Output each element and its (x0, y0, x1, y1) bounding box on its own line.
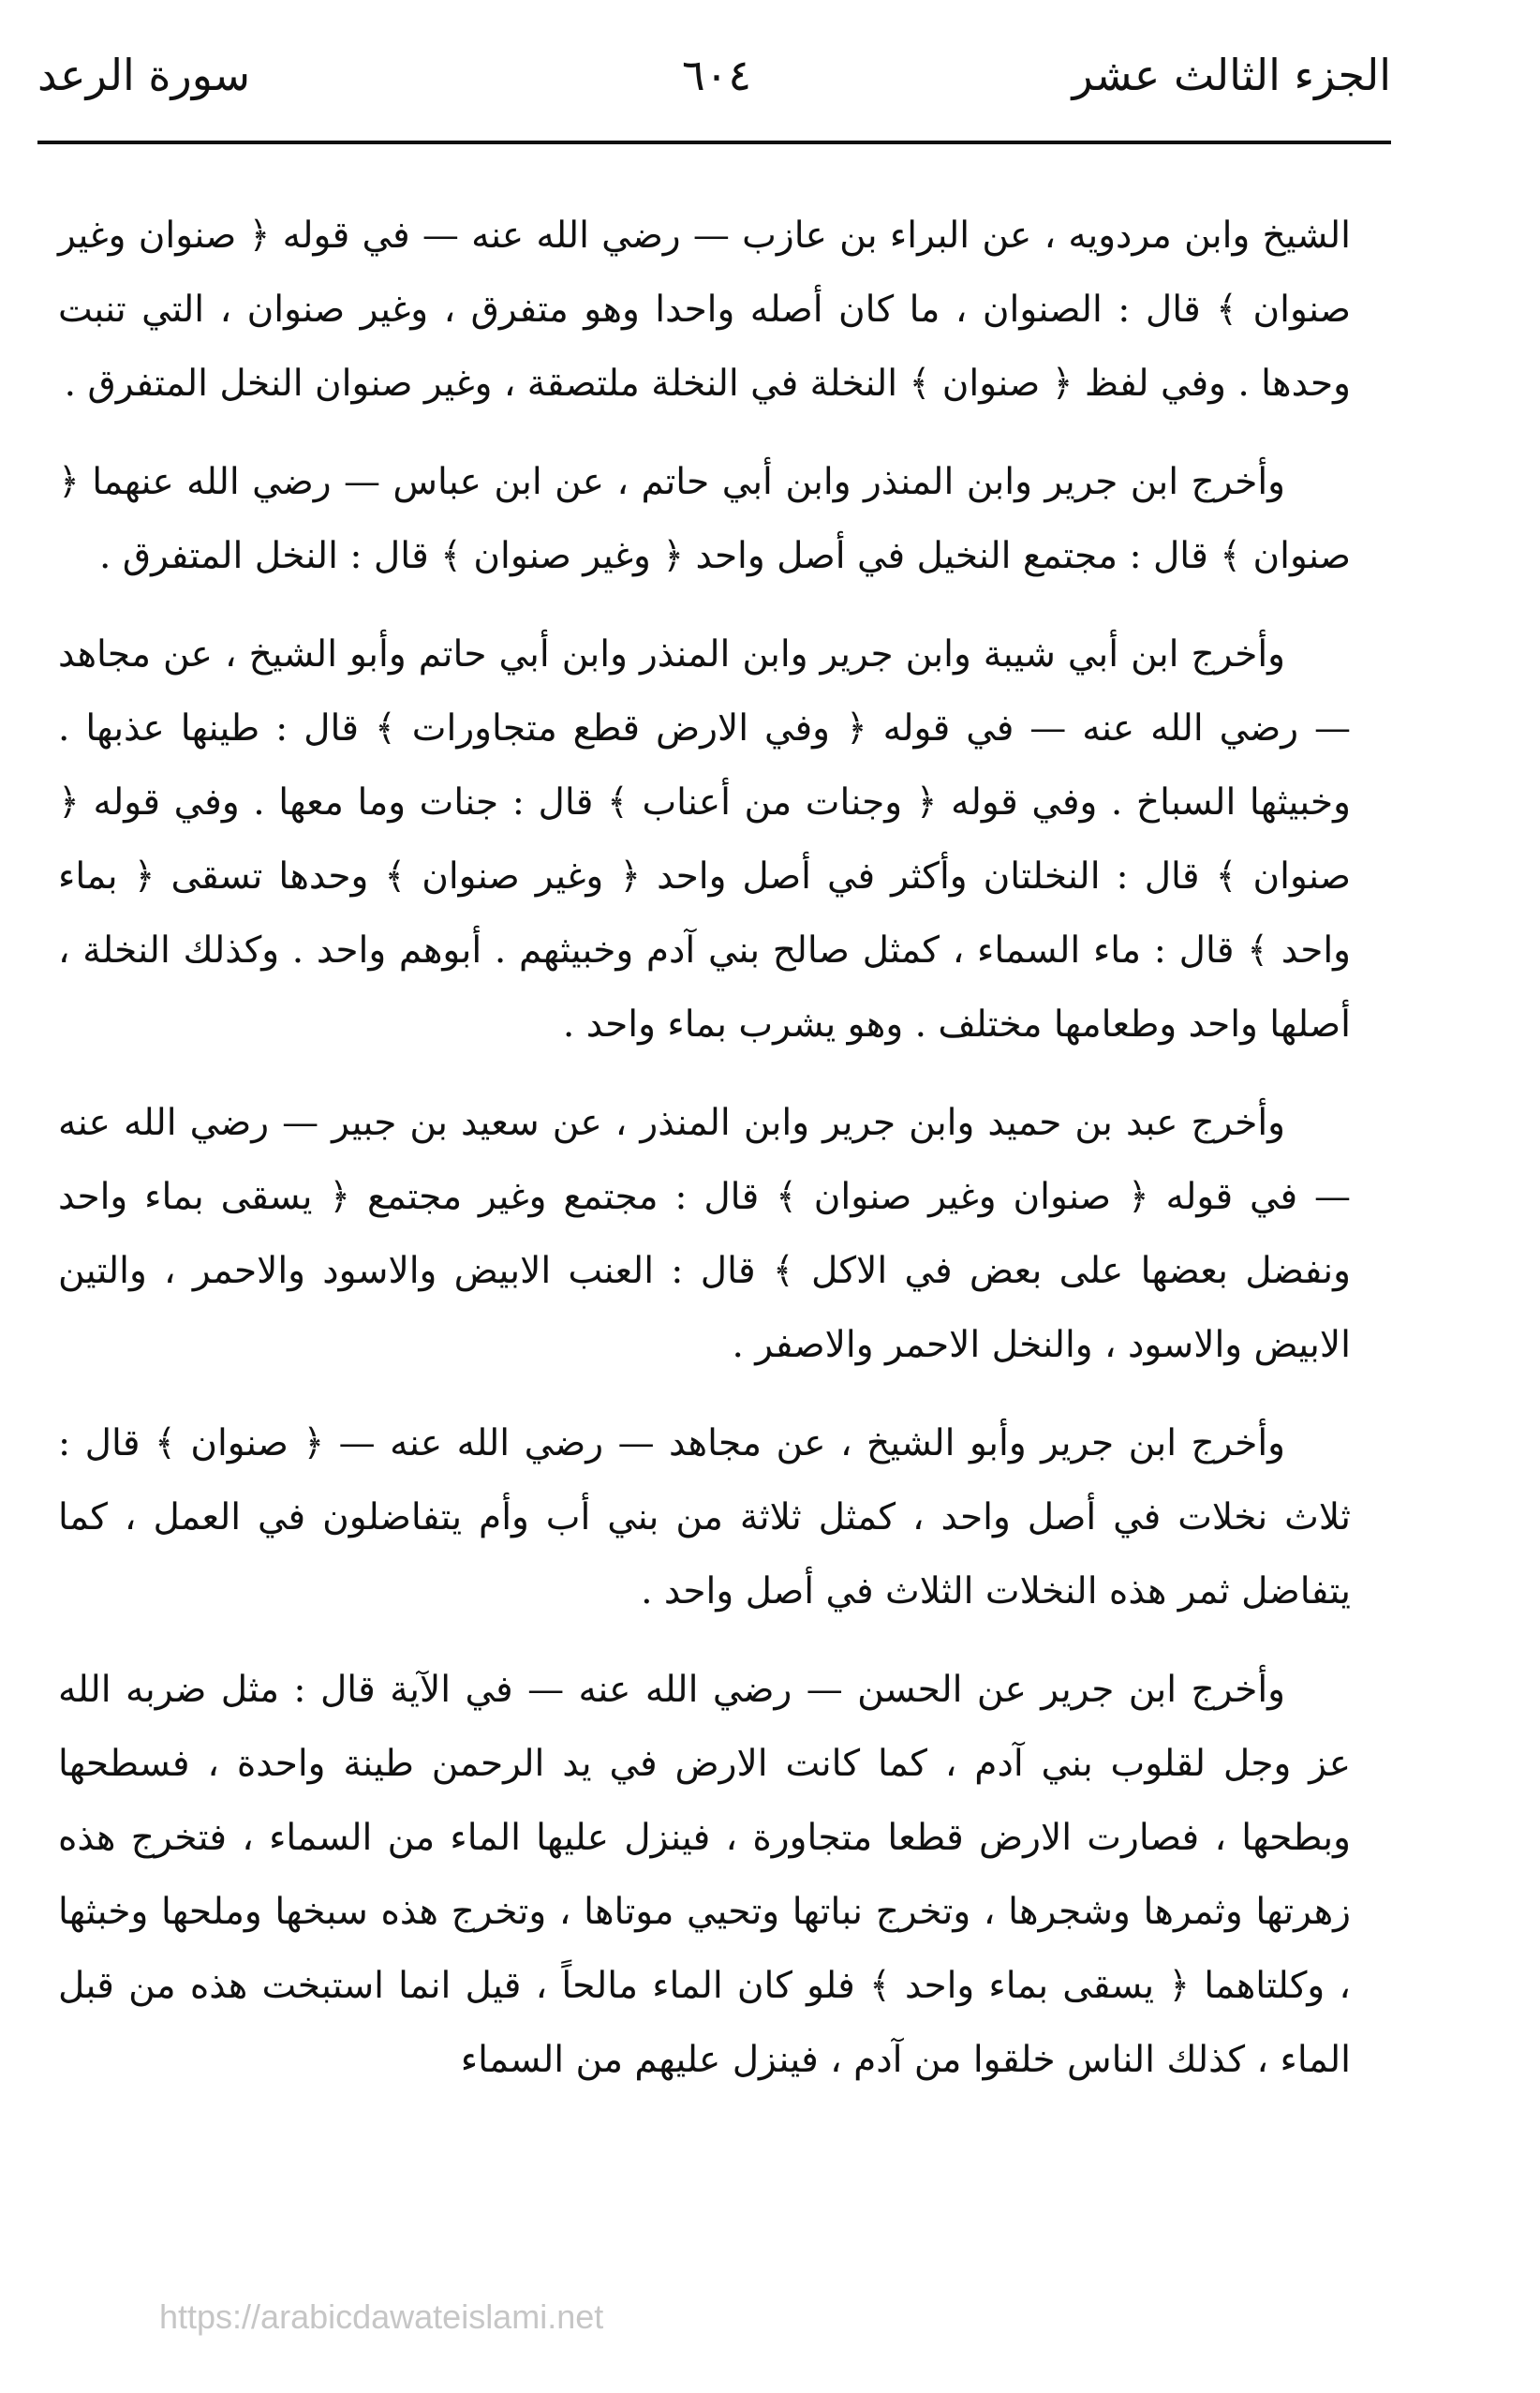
watermark-url: https://arabicdawateislami.net (159, 2297, 604, 2336)
paragraph-6: وأخرج ابن جرير عن الحسن — رضي الله عنه — في الآية قال : مثل ضربه الله عز وجل لقلوب بني آدم ، كما كانت الارض في يد الرحمن طينة واحدة ، فسطحها وبطحها ، فصارت الارض قطعا متجاورة ، فينزل عليها الماء من السماء ، فتخرج هذه زهرتها وثمرها وشجرها ، وتخرج نباتها وتحيي موتاها ، وتخرج هذه سبخها وملحها وخبثها ، وكلتاهما ﴿ يسقى بماء واحد ﴾ فلو كان الماء مالحاً ، قيل انما استبخت هذه من قبل الماء ، كذلك الناس خلقوا من آدم ، فينزل عليهم من السماء (58, 1669, 1351, 2081)
paragraph-3: وأخرج ابن أبي شيبة وابن جرير وابن المنذر وابن أبي حاتم وأبو الشيخ ، عن مجاهد — رضي الله عنه — في قوله ﴿ وفي الارض قطع متجاورات ﴾ قال : طينها عذبها . وخبيثها السباخ . وفي قوله ﴿ وجنات من أعناب ﴾ قال : جنات وما معها . وفي قوله ﴿ صنوان ﴾ قال : النخلتان وأكثر في أصل واحد ﴿ وغير صنوان ﴾ وحدها تسقى ﴿ بماء واحد ﴾ قال : ماء السماء ، كمثل صالح بني آدم وخبيثهم . أبوهم واحد . وكذلك النخلة ، أصلها واحد وطعامها مختلف . وهو يشرب بماء واحد . (58, 633, 1351, 1046)
page-body (58, 199, 1351, 2097)
juz-label: الجزء الثالث عشر (1072, 50, 1391, 100)
header-divider (37, 141, 1391, 144)
page-number: ٦٠٤ (681, 50, 752, 100)
surah-label: سورة الرعد (37, 50, 251, 100)
page-header (37, 42, 1391, 108)
paragraph-5: وأخرج ابن جرير وأبو الشيخ ، عن مجاهد — رضي الله عنه — ﴿ صنوان ﴾ قال : ثلاث نخلات في أصل واحد ، كمثل ثلاثة من بني أب وأم يتفاضلون في العمل ، كما يتفاضل ثمر هذه النخلات الثلاث في أصل واحد . (58, 1422, 1351, 1613)
paragraph-2: وأخرج ابن جرير وابن المنذر وابن أبي حاتم ، عن ابن عباس — رضي الله عنهما ﴿ صنوان ﴾ قال : مجتمع النخيل في أصل واحد ﴿ وغير صنوان ﴾ قال : النخل المتفرق . (58, 461, 1351, 577)
paragraph-4: وأخرج عبد بن حميد وابن جرير وابن المنذر ، عن سعيد بن جبير — رضي الله عنه — في قوله ﴿ صنوان وغير صنوان ﴾ قال : مجتمع وغير مجتمع ﴿ يسقى بماء واحد ونفضل بعضها على بعض في الاكل ﴾ قال : العنب الابيض والاسود والاحمر ، والتين الابيض والاسود ، والنخل الاحمر والاصفر . (58, 1102, 1351, 1366)
paragraph-1: الشيخ وابن مردويه ، عن البراء بن عازب — رضي الله عنه — في قوله ﴿ صنوان وغير صنوان ﴾ قال : الصنوان ، ما كان أصله واحدا وهو متفرق ، وغير صنوان ، التي تنبت وحدها . وفي لفظ ﴿ صنوان ﴾ النخلة في النخلة ملتصقة ، وغير صنوان النخل المتفرق . (58, 215, 1351, 405)
